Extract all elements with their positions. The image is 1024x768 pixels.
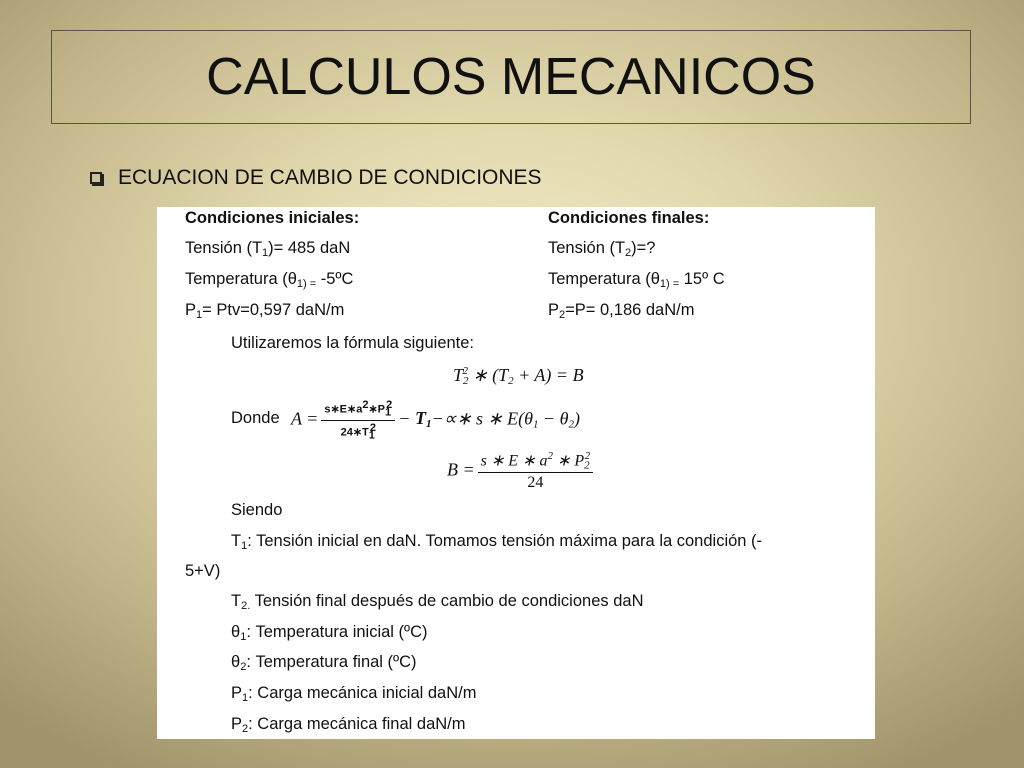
def-p1: $P_1$: Carga mecánica inicial daN/m xyxy=(231,684,477,704)
def-t1: $T_1$: Tensión inicial en daN. Tomamos tensión máxima para la condición (- xyxy=(231,532,763,552)
initial-temperature: Temperatura ($\theta_{1) =}$ -5ºC xyxy=(185,270,354,290)
def-theta1: $\theta_1$: Temperatura inicial (ºC) xyxy=(231,623,428,643)
square-bullet-icon xyxy=(90,172,102,184)
def-p2: $P_2$: Carga mecánica final daN/m xyxy=(231,715,466,735)
slide-title: CALCULOS MECANICOS xyxy=(206,48,816,106)
initial-load: $P_1= Ptv=0,597$ daN/m xyxy=(185,301,345,321)
final-temperature: Temperatura ($\theta_{1) =}$ 15º C xyxy=(548,270,725,290)
final-load: $P_2=P= 0,186$ daN/m xyxy=(548,301,695,321)
initial-tension: Tensión $(T_1)= 485$ daN xyxy=(185,239,351,259)
formula-intro: Utilizaremos la fórmula siguiente: xyxy=(231,334,475,352)
initial-conditions-heading: Condiciones iniciales: xyxy=(185,209,360,227)
def-t2: $T_{2.}$ Tensión final después de cambio de condiciones daN xyxy=(231,592,644,612)
siendo-label: Siendo xyxy=(231,501,283,519)
donde-label: Donde xyxy=(231,409,280,427)
document-image xyxy=(157,207,875,739)
main-equation: $T_2^2$ ∗ $(T_2 + A) = B$ xyxy=(453,365,584,387)
def-t1-cont: 5+V) xyxy=(185,562,221,580)
equation-b: B = $\frac{s ∗ E ∗ a^2 ∗ P_2^2}{24}$ xyxy=(447,450,596,492)
bullet-text: ECUACION DE CAMBIO DE CONDICIONES xyxy=(118,166,542,189)
final-tension: Tensión $(T_2)=$? xyxy=(548,239,656,259)
final-conditions-heading: Condiciones finales: xyxy=(548,209,710,227)
bullet-row xyxy=(90,166,542,190)
def-theta2: $\theta_2$: Temperatura final (ºC) xyxy=(231,653,417,673)
title-box xyxy=(51,30,971,124)
equation-a: A = $\frac{s∗E∗a^2∗P_1^2}{24∗T_1^2}$ − $T_1-\propto∗$ s ∗ $E(\theta_1 - \theta_2)$ xyxy=(291,399,580,442)
